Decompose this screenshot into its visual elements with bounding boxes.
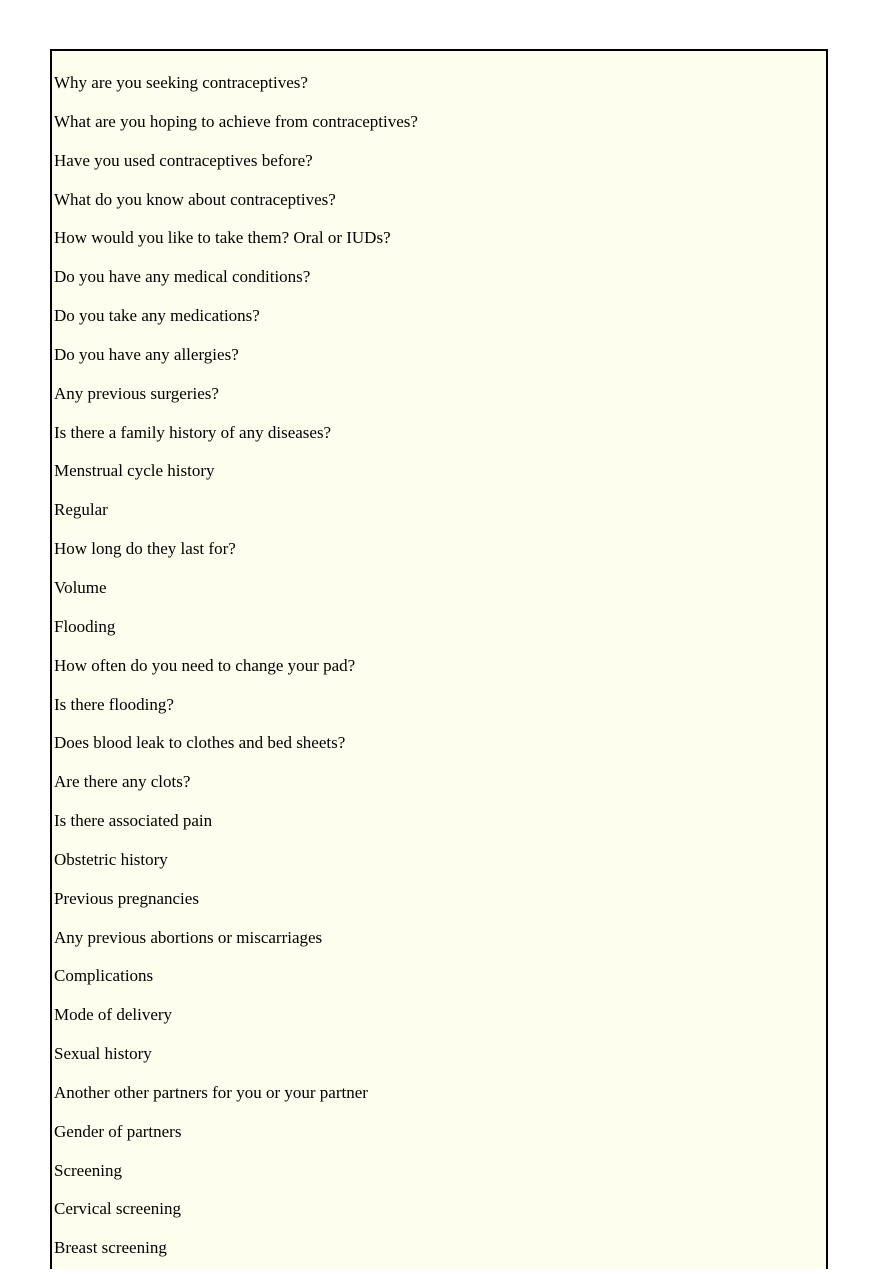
question-item: Complications — [54, 966, 154, 986]
question-item: What do you know about contraceptives? — [54, 189, 336, 209]
question-item: Previous pregnancies — [54, 888, 199, 908]
question-item: Volume — [54, 577, 107, 597]
question-item: Any previous abortions or miscarriages — [54, 927, 323, 947]
question-item: Another other partners for you or your partner — [54, 1082, 368, 1102]
question-item: Is there a family history of any diseases? — [54, 422, 332, 442]
question-item: Is there flooding? — [54, 694, 174, 714]
question-item: Flooding — [54, 616, 116, 636]
question-item: Do you take any medications? — [54, 306, 260, 326]
question-panel — [50, 49, 828, 1269]
question-item: Have you used contraceptives before? — [54, 150, 313, 170]
section-heading-menstrual-history: Menstrual cycle history — [54, 461, 215, 481]
question-item: Regular — [54, 500, 108, 520]
question-item: Do you have any allergies? — [54, 344, 239, 364]
section-heading-screening: Screening — [54, 1160, 122, 1180]
section-heading-sexual-history: Sexual history — [54, 1044, 152, 1064]
question-item: Do you have any medical conditions? — [54, 267, 311, 287]
question-list — [54, 70, 418, 1274]
question-item: Is there associated pain — [54, 811, 213, 831]
question-item: Gender of partners — [54, 1121, 182, 1141]
section-heading-obstetric-history: Obstetric history — [54, 849, 168, 869]
question-item: What are you hoping to achieve from contraceptives? — [54, 111, 418, 131]
question-item: How often do you need to change your pad? — [54, 655, 356, 675]
question-item: Any previous surgeries? — [54, 383, 219, 403]
question-item: How would you like to take them? Oral or IUDs? — [54, 228, 391, 248]
question-item: Does blood leak to clothes and bed sheets? — [54, 733, 346, 753]
question-item: Why are you seeking contraceptives? — [54, 73, 308, 92]
question-item: How long do they last for? — [54, 539, 236, 559]
question-item: Mode of delivery — [54, 1005, 173, 1025]
question-item: Cervical screening — [54, 1199, 181, 1219]
question-item: Breast screening — [54, 1238, 167, 1258]
question-item: Are there any clots? — [54, 772, 191, 792]
